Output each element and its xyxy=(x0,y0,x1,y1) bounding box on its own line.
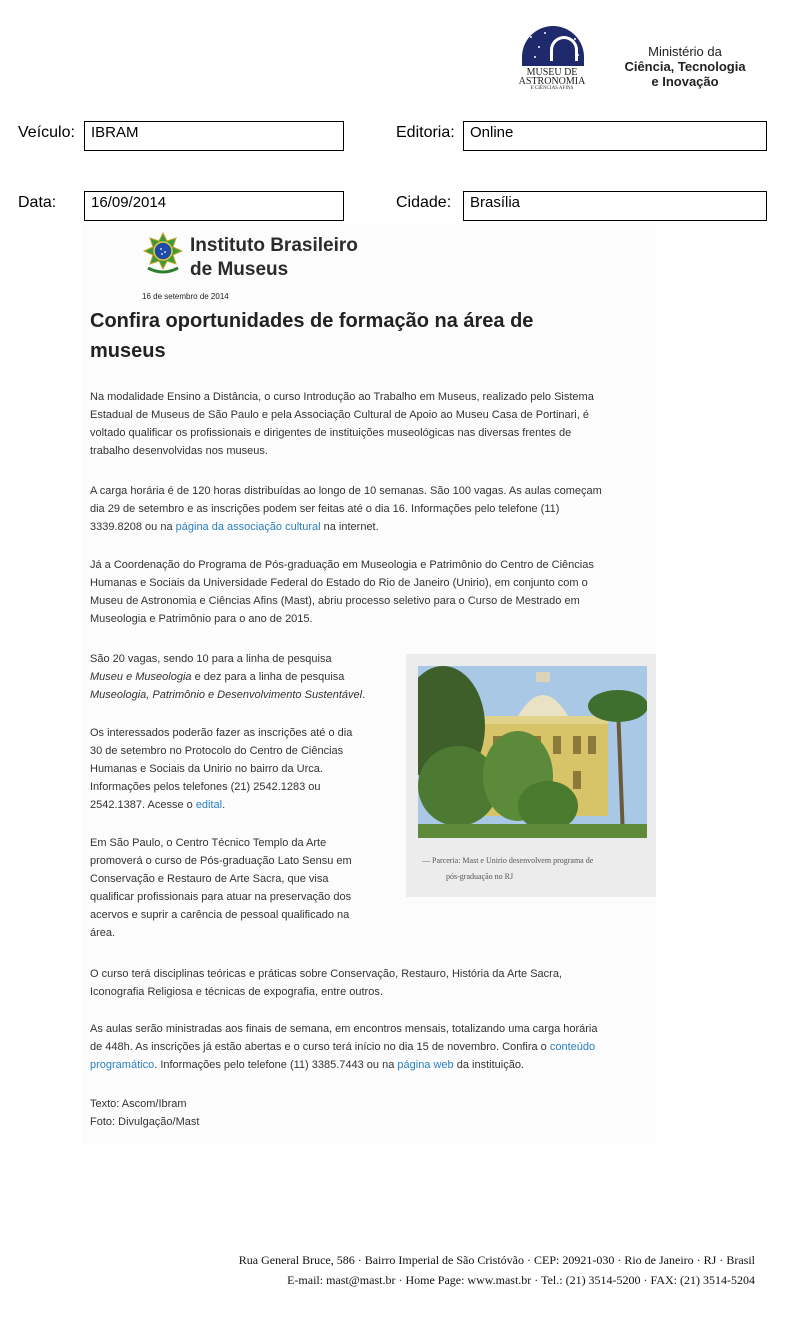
veiculo-label: Veículo: xyxy=(18,124,75,141)
paragraph-5: Os interessados poderão fazer as inscrições até o dia 30 de setembro no Protocolo do Centro de Ciências Humanas e Sociais da Unirio no bairro da Urca. Informações pelos telefones (21) 2542.1283 ou 2542.1387. Acesse o edital. xyxy=(90,727,353,811)
article-date: 16 de setembro de 2014 xyxy=(142,292,229,301)
paragraph-1: Na modalidade Ensino a Distância, o curso Introdução ao Trabalho em Museus, realizado pelo Sistema Estadual de Museus de São Paulo e pela Associação Cultural de Apoio ao Museu Casa de Portinari, é voltado qualificar os profissionais e dirigentes de instituições museológicas nas diversas frentes de trabalho desenvolvidas nos museus. xyxy=(90,391,594,457)
paragraph-8: As aulas serão ministradas aos finais de semana, em encontros mensais, totalizando uma carga horária de 448h. As inscrições já estão abertas e o curso terá início no dia 15 de novembro. Confira o conteúdo programático. Informações pelo telefone (11) 3385.7443 ou na página web da instituição. xyxy=(90,1023,598,1071)
editoria-field: Online xyxy=(463,121,767,151)
data-field: 16/09/2014 xyxy=(84,191,344,221)
paragraph-4: São 20 vagas, sendo 10 para a linha de pesquisa Museu e Museologia e dez para a linha de pesquisa Museologia, Patrimônio e Desenvolvimento Sustentável. xyxy=(90,653,366,701)
pagina-web-link[interactable]: página web xyxy=(397,1059,454,1071)
photo-figure xyxy=(406,654,656,897)
conteudo-link[interactable]: conteúdo xyxy=(549,1041,596,1053)
museum-building-photo xyxy=(418,666,647,838)
credits xyxy=(90,1095,390,1131)
association-page-link[interactable]: página da associação cultural xyxy=(175,521,321,533)
data-label: Data: xyxy=(18,194,57,211)
mast-logo-subtitle: E CIÊNCIAS AFINS xyxy=(530,86,574,91)
brazil-coat-of-arms-icon xyxy=(142,232,184,276)
paragraph-2: A carga horária é de 120 horas distribuídas ao longo de 10 semanas. São 100 vagas. As aulas começam dia 29 de setembro e as inscrições podem ser feitas até o dia 16. Informações pelo telefone (11) 3339.8208 ou na página da associação cultural na internet. xyxy=(90,485,602,533)
text-credit: Texto: Ascom/Ibram xyxy=(90,1098,187,1110)
edital-link[interactable]: edital xyxy=(195,799,223,811)
veiculo-field: IBRAM xyxy=(84,121,344,151)
article-clipping xyxy=(82,224,656,1144)
ibram-title: Instituto Brasileiro de Museus xyxy=(190,235,358,280)
paragraph-3: Já a Coordenação do Programa de Pós-graduação em Museologia e Patrimônio do Centro de Ciências Humanas e Sociais da Universidade Federal do Estado do Rio de Janeiro (Unirio), em conjunto com o Museu de Astronomia e Ciências Afins (Mast), abriu processo seletivo para o Curso de Mestrado em Museologia e Patrimônio para o ano de 2015. xyxy=(90,559,594,625)
paragraph-7: O curso terá disciplinas teóricas e práticas sobre Conservação, Restauro, História da Arte Sacra, Iconografia Religiosa e técnicas de expografia, entre outros. xyxy=(90,968,562,998)
mast-logo-text: MUSEU DE ASTRONOMIA xyxy=(518,67,586,87)
programatico-link[interactable]: programático xyxy=(90,1059,155,1071)
article-headline: Confira oportunidades de formação na área de museus xyxy=(90,310,534,362)
cidade-label: Cidade: xyxy=(396,194,452,211)
photo-credit: Foto: Divulgação/Mast xyxy=(90,1116,200,1128)
cidade-field: Brasília xyxy=(463,191,767,221)
ibram-logo xyxy=(142,230,422,282)
mast-logo xyxy=(514,26,590,96)
observatory-dome-icon xyxy=(522,26,584,66)
paragraph-6: Em São Paulo, o Centro Técnico Templo da Arte promoverá o curso de Pós-graduação Lato Sensu em Conservação e Restauro de Arte Sacra, que visa qualificar profissionais para atuar na preservação dos acervos e suprir a carência de pessoal qualificado na área. xyxy=(90,837,352,939)
photo-caption: — Parceria: Mast e Unirio desenvolvem programa de pós-graduação no RJ xyxy=(422,856,594,881)
editoria-label: Editoria: xyxy=(396,124,455,141)
footer-address: Rua General Bruce, 586 · Bairro Imperial de São Cristóvão · CEP: 20921-030 · Rio de Janeiro · RJ · Brasil E-mail: mast@mast.br · Home Page: www.mast.br · Tel.: (21) 3514-5200 · FAX: (21) 3514-5204 xyxy=(238,1253,755,1287)
ministry-logo: Ministério da Ciência, Tecnologia e Inovação xyxy=(624,44,746,89)
